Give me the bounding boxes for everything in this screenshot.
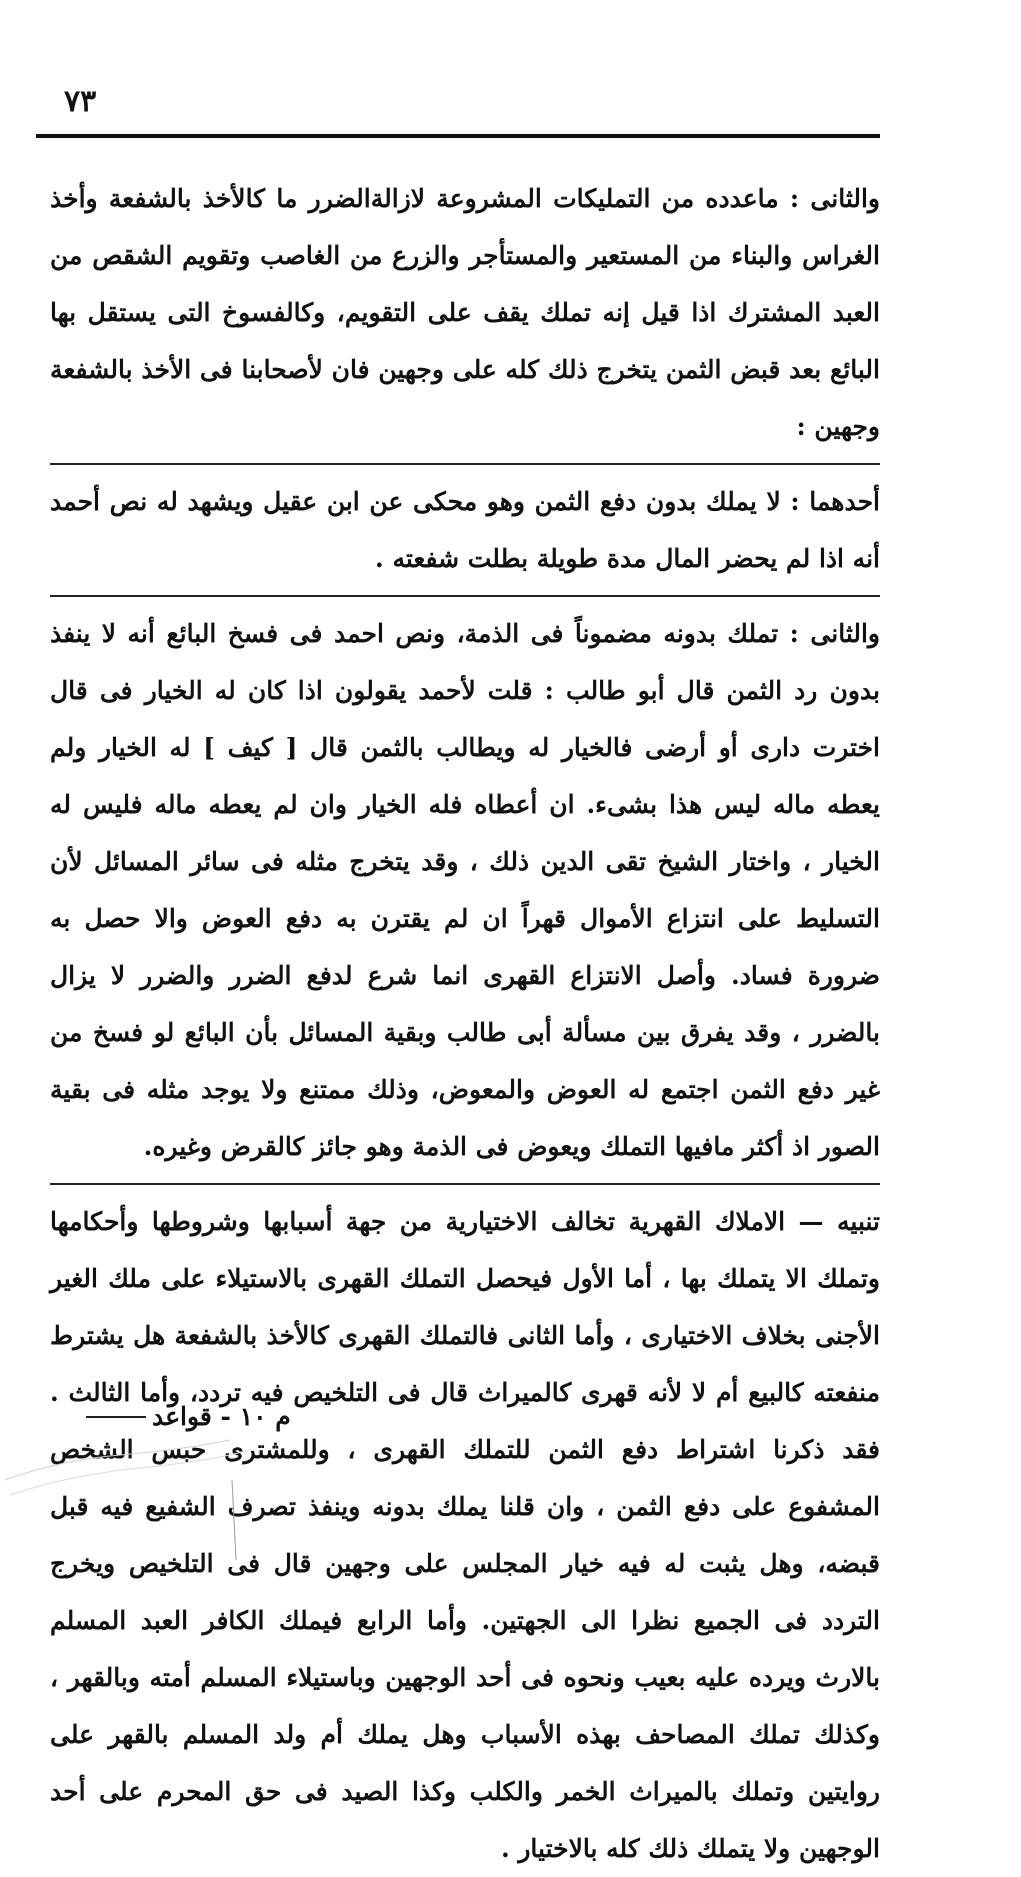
section-divider [50,595,880,597]
section-divider [50,1183,880,1185]
footer-signature [86,1402,291,1431]
paragraph-second-view: والثانى : تملك بدونه مضموناً فى الذمة، ونص احمد فى فسخ البائع أنه لا ينفذ بدون رد الثمن قال أبو طالب : قلت لأحمد يقولون اذا كان له الخيار فى قال اخترت دارى أو أرضى فالخيار له ويطالب بالثمن قال [ كيف ] له الخيار ولم يعطه ماله ليس هذا بشىء. ان أعطاه فله الخيار وان لم يعطه ماله فليس له الخيار ، واختار الشيخ تقى الدين ذلك ، وقد يتخرج مثله فى سائر المسائل لأن التسليط على انتزاع الأموال قهراً ان لم يقترن به دفع العوض والا حصل به ضرورة فساد. وأصل الانتزاع القهرى انما شرع لدفع الضرر والضرر لا يزال بالضرر ، وقد يفرق بين مسألة أبى طالب وبقية المسائل بأن البائع لو فسخ من غير دفع الثمن اجتمع له العوض والمعوض، وذلك ممتنع ولا يوجد مثله فى بقية الصور اذ أكثر مافيها التملك ويعوض فى الذمة وهو جائز كالقرض وغيره. [50,619,880,1161]
section-divider [50,463,880,465]
page-number: ٧٣ [64,84,97,119]
paragraph-first-category: والثانى : ماعدده من التمليكات المشروعة لازالةالضرر ما كالأخذ بالشفعة وأخذ الغراس والبناء من المستعير والمستأجر والزرع من الغاصب وتقويم الشقص من العبد المشترك اذا قيل إنه تملك يقف على التقويم، وكالفسوخ التى يستقل بها البائع بعد قبض الثمن يتخرج ذلك كله على وجهين فان لأصحابنا فى الأخذ بالشفعة وجهين : [50,184,880,441]
paragraph-first-view: أحدهما : لا يملك بدون دفع الثمن وهو محكى عن ابن عقيل ويشهد له نص أحمد أنه اذا لم يحضر المال مدة طويلة بطلت شفعته . [50,487,880,573]
footer-signature-text: م ١٠ - قواعد [152,1402,291,1431]
paragraph-note: تنبيه — الاملاك القهرية تخالف الاختيارية من جهة أسبابها وشروطها وأحكامها وتملك الا يتملك بها ، أما الأول فيحصل التملك القهرى بالاستيلاء على ملك الغير الأجنى بخلاف الاختيارى ، وأما الثانى فالتملك القهرى كالأخذ بالشفعة هل يشترط منفعته كالبيع أم لا لأنه قهرى كالميراث قال فى التلخيص فيه تردد، وأما الثالث . فقد ذكرنا اشتراط دفع الثمن للتملك القهرى ، وللمشترى حبس الشخص المشفوع على دفع الثمن ، وان قلنا يملك بدونه وينفذ تصرف الشفيع فيه قبل قبضه، وهل يثبت له فيه خيار المجلس على وجهين قال فى التلخيص ويخرج التردد فى الجميع نظرا الى الجهتين. وأما الرابع فيملك الكافر العبد المسلم بالارث ويرده عليه بعيب ونحوه فى أحد الوجهين وباستيلاء المسلم أمته وبالقهر ، وكذلك تملك المصاحف بهذه الأسباب وهل يملك أم ولد المسلم بالقهر على روايتين وتملك بالميراث الخمر والكلب وكذا الصيد فى حق المحرم على أحد الوجهين ولا يتملك ذلك كله بالاختيار . [50,1207,880,1863]
header-rule [36,134,880,138]
footer-line [86,1416,146,1418]
body-text [50,170,880,1877]
